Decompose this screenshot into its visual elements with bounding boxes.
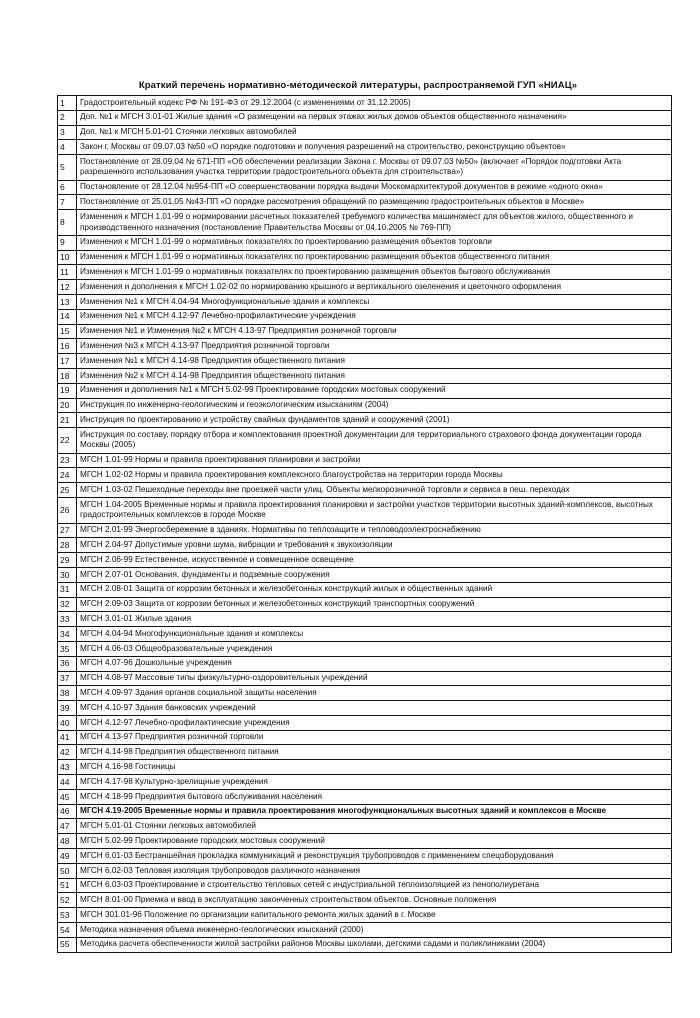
row-title: МГСН 4.08-97 Массовые типы физкультурно-оздоровительных учреждений [77,671,672,686]
row-title: МГСН 4.18-99 Предприятия бытового обслуживания населения [77,789,672,804]
row-number: 13 [58,294,77,309]
row-title: Постановление от 25.01.05 №43-ПП «О порядке рассмотрения обращений по размещению градостроительных объектов в Москве» [77,195,672,210]
row-number: 14 [58,309,77,324]
table-row [58,265,672,280]
row-number: 12 [58,280,77,295]
row-number: 42 [58,745,77,760]
table-row [58,235,672,250]
row-number: 52 [58,893,77,908]
row-title: Изменения к МГСН 1.01-99 о нормативных показателях по проектированию размещения объектов общественного питания [77,250,672,265]
table-row [58,468,672,483]
row-title: МГСН 1.02-02 Нормы и правила проектирования комплексного благоустройства на территории города Москвы [77,468,672,483]
table-row [58,324,672,339]
row-title: МГСН 5.01-01 Стоянки легковых автомобилей [77,819,672,834]
row-number: 7 [58,195,77,210]
row-title: Градостроительный кодекс РФ № 191-ФЗ от 29.12.2004 (с изменениями от 31.12.2005) [77,96,672,111]
row-number: 10 [58,250,77,265]
row-title: Изменения №1 к МГСН 4.14-98 Предприятия общественного питания [77,354,672,369]
row-title: Постановление от 28.12.04 №954-ПП «О совершенствовании порядка выдачи Москомархитектурой документов в режиме «одного окна» [77,180,672,195]
table-row [58,641,672,656]
table-row [58,155,672,181]
table-row [58,745,672,760]
table-row [58,483,672,498]
row-number: 21 [58,413,77,428]
row-number: 51 [58,878,77,893]
table-row [58,715,672,730]
table-row [58,730,672,745]
row-number: 11 [58,265,77,280]
row-title: МГСН 2.09-03 Защита от коррозии бетонных и железобетонных конструкций транспортных сооружений [77,597,672,612]
table-row [58,368,672,383]
row-title: Изменения к МГСН 1.01-99 о нормировании расчетных показателей требуемого количества машиномест для объектов жилого, общественного и производственного назначения (постановление Правительства Москвы от 04.10.2005 № 769-ПП) [77,210,672,236]
row-number: 36 [58,656,77,671]
table-row [58,453,672,468]
row-number: 53 [58,908,77,923]
table-row [58,398,672,413]
table-row [58,701,672,716]
row-title: Изменения №1 к МГСН 4.12-97 Лечебно-профилактические учреждения [77,309,672,324]
row-number: 55 [58,937,77,952]
table-row [58,908,672,923]
row-title: Инструкция по проектированию и устройству свайных фундаментов зданий и сооружений (2001) [77,413,672,428]
row-number: 35 [58,641,77,656]
row-title: МГСН 2.06-99 Естественное, искусственное и совмещенное освещение [77,553,672,568]
row-title: МГСН 4.16-98 Гостиницы [77,760,672,775]
row-number: 49 [58,849,77,864]
table-row [58,383,672,398]
row-title: МГСН 1.01-99 Нормы и правила проектирования планировки и застройки [77,453,672,468]
row-title: Изменения №1 к МГСН 4.04-94 Многофункциональные здания и комплексы [77,294,672,309]
row-title: Доп. №1 к МГСН 5.01-01 Стоянки легковых автомобилей [77,125,672,140]
row-number: 41 [58,730,77,745]
row-title: Постановление от 28.09.04 № 671-ПП «Об обеспечении реализации Закона г. Москвы от 09.07.03 №50» (включает «Порядок подготовки Акта разрешенного использования участка территории градостроительного объекта для строительства») [77,155,672,181]
row-number: 2 [58,110,77,125]
row-title: Доп. №1 к МГСН 3.01-01 Жилые здания «О размещении на первых этажах жилых домов объектов общественного назначения» [77,110,672,125]
row-title: МГСН 4.12-97 Лечебно-профилактические учреждения [77,715,672,730]
row-title: Изменения №3 к МГСН 4.13-97 Предприятия розничной торговли [77,339,672,354]
table-row [58,354,672,369]
table-row [58,250,672,265]
table-row [58,923,672,938]
table-row [58,567,672,582]
row-number: 16 [58,339,77,354]
table-row [58,878,672,893]
table-row [58,656,672,671]
row-number: 43 [58,760,77,775]
row-number: 48 [58,834,77,849]
table-row [58,195,672,210]
row-number: 32 [58,597,77,612]
table-row [58,893,672,908]
row-number: 17 [58,354,77,369]
row-title: МГСН 2.08-01 Защита от коррозии бетонных и железобетонных конструкций жилых и общественных зданий [77,582,672,597]
row-number: 38 [58,686,77,701]
table-row [58,819,672,834]
row-title: МГСН 4.14-98 Предприятия общественного питания [77,745,672,760]
row-number: 19 [58,383,77,398]
table-row [58,671,672,686]
row-title: МГСН 4.17-98 Культурно-зрелищные учреждения [77,775,672,790]
row-title: МГСН 1.03-02 Пешеходные переходы вне проезжей части улиц. Объекты мелкорозничной торговли и сервиса в пеш. переходах [77,483,672,498]
table-row [58,582,672,597]
table-row [58,96,672,111]
row-number: 39 [58,701,77,716]
row-number: 46 [58,804,77,819]
row-title: Изменения и дополнения к МГСН 1.02-02 по нормированию крышного и вертикального озеленения и цветочного оформления [77,280,672,295]
table-row [58,612,672,627]
row-number: 54 [58,923,77,938]
table-row [58,140,672,155]
row-number: 47 [58,819,77,834]
table-row [58,553,672,568]
row-number: 50 [58,863,77,878]
row-number: 45 [58,789,77,804]
row-title: МГСН 301.01-96 Положение по организации капитального ремонта жилых зданий в г. Москве [77,908,672,923]
document-title: Краткий перечень нормативно-методической литературы, распространяемой ГУП «НИАЦ» [138,80,578,91]
row-title: МГСН 4.07-96 Дошкольные учреждения [77,656,672,671]
table-row [58,280,672,295]
row-title: МГСН 4.19-2005 Временные нормы и правила проектирования многофункциональных высотных зданий и комплексов в Москве [77,804,672,819]
row-title: МГСН 6.02-03 Тепловая изоляция трубопроводов различного назначения [77,863,672,878]
row-number: 29 [58,553,77,568]
row-number: 1 [58,96,77,111]
table-row [58,686,672,701]
row-number: 8 [58,210,77,236]
table-row [58,125,672,140]
row-title: Изменения №2 к МГСН 4.14-98 Предприятия общественного питания [77,368,672,383]
table-row [58,294,672,309]
table-row [58,498,672,524]
row-number: 44 [58,775,77,790]
row-number: 37 [58,671,77,686]
row-title: Изменения и дополнения №1 к МГСН 5.02-99 Проектирование городских мостовых сооружений [77,383,672,398]
row-number: 18 [58,368,77,383]
row-number: 23 [58,453,77,468]
row-title: МГСН 4.09-97 Здания органов социальной защиты населения [77,686,672,701]
row-title: МГСН 3.01-01 Жилые здания [77,612,672,627]
row-number: 5 [58,155,77,181]
row-title: МГСН 5.02-99 Проектирование городских мостовых сооружений [77,834,672,849]
row-number: 30 [58,567,77,582]
row-title: МГСН 4.10-97 Здания банковских учреждений [77,701,672,716]
table-row [58,180,672,195]
row-title: МГСН 2.04-97 Допустимые уровни шума, вибрации и требования к звукоизоляции [77,538,672,553]
table-row [58,863,672,878]
table-row [58,804,672,819]
row-number: 26 [58,498,77,524]
row-title: МГСН 6.01-03 Бестраншейная прокладка коммуникаций и реконструкция трубопроводов с применением спецоборудования [77,849,672,864]
row-title: МГСН 4.04-94 Многофункциональные здания и комплексы [77,627,672,642]
table-row [58,538,672,553]
row-title: МГСН 6.03-03 Проектирование и строительство тепловых сетей с индустриальной теплоизоляцией из пенополиуретана [77,878,672,893]
row-title: МГСН 8.01-00 Приемка и ввод в эксплуатацию законченных строительством объектов. Основные положения [77,893,672,908]
row-title: МГСН 1.04-2005 Временные нормы и правила проектирования планировки и застройки участков территории высотных зданий-комплексов, высотных градостроительных комплексов в городе Москве [77,498,672,524]
row-number: 15 [58,324,77,339]
row-number: 6 [58,180,77,195]
row-number: 24 [58,468,77,483]
table-row [58,760,672,775]
row-title: Инструкция по инженерно-геологическим и геоэкологическим изысканиям (2004) [77,398,672,413]
literature-table-body [58,96,672,953]
row-title: МГСН 2.07-01 Основания, фундаменты и подземные сооружения [77,567,672,582]
row-title: Изменения №1 и Изменения №2 к МГСН 4.13-97 Предприятия розничной торговли [77,324,672,339]
row-number: 22 [58,428,77,454]
table-row [58,597,672,612]
table-row [58,210,672,236]
row-number: 40 [58,715,77,730]
table-row [58,339,672,354]
row-number: 9 [58,235,77,250]
literature-table [57,95,672,953]
row-number: 33 [58,612,77,627]
row-title: Изменения к МГСН 1.01-99 о нормативных показателях по проектированию размещения объектов бытового обслуживания [77,265,672,280]
row-title: Изменения к МГСН 1.01-99 о нормативных показателях по проектированию размещения объектов торговли [77,235,672,250]
row-number: 3 [58,125,77,140]
row-title: МГСН 2.01-99 Энергосбережение в зданиях. Нормативы по теплозащите и тепловодоэлектроснабжению [77,523,672,538]
row-number: 34 [58,627,77,642]
row-title: Инструкция по составу, порядку отбора и комплектования проектной документации для территориального страхового фонда документации города Москвы (2005) [77,428,672,454]
table-row [58,789,672,804]
table-row [58,849,672,864]
row-number: 4 [58,140,77,155]
row-number: 20 [58,398,77,413]
table-row [58,309,672,324]
table-row [58,834,672,849]
table-row [58,428,672,454]
table-row [58,937,672,952]
row-title: Методика назначения объема инженерно-геологических изысканий (2000) [77,923,672,938]
table-row [58,627,672,642]
row-title: МГСН 4.13-97 Предприятия розничной торговли [77,730,672,745]
row-number: 28 [58,538,77,553]
row-number: 31 [58,582,77,597]
row-title: Методика расчета обеспеченности жилой застройки районов Москвы школами, детскими садами и поликлиниками (2004) [77,937,672,952]
row-number: 27 [58,523,77,538]
row-title: Закон г. Москвы от 09.07.03 №50 «О порядке подготовки и получения разрешений на строительство, реконструкцию объектов» [77,140,672,155]
row-title: МГСН 4.06-03 Общеобразовательные учреждения [77,641,672,656]
table-row [58,413,672,428]
table-row [58,775,672,790]
row-number: 25 [58,483,77,498]
table-row [58,110,672,125]
table-row [58,523,672,538]
